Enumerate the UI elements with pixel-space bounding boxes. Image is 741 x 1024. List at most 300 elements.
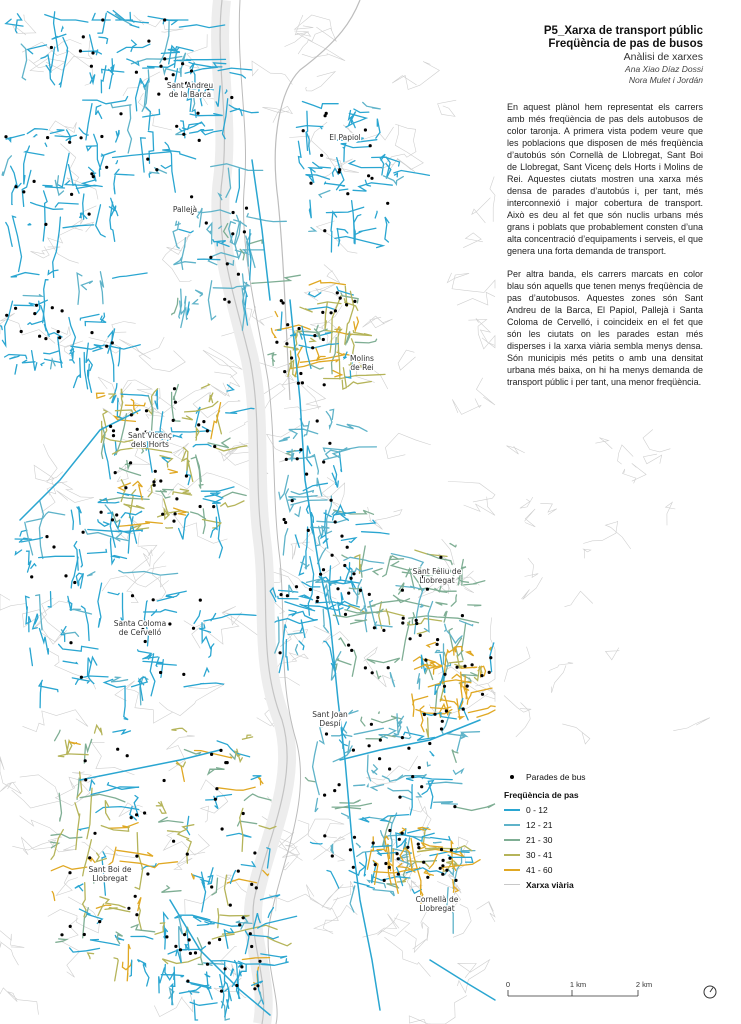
bus-stop xyxy=(215,787,218,790)
place-label-sant-joan xyxy=(312,710,348,728)
bus-stop xyxy=(370,723,373,726)
bus-stop xyxy=(352,572,355,575)
bus-route-segment xyxy=(453,770,463,775)
bus-stop xyxy=(44,223,47,226)
bus-stop xyxy=(196,112,199,115)
bus-stop xyxy=(338,783,341,786)
bus-route-segment xyxy=(201,487,234,492)
bus-route-segment xyxy=(144,610,177,613)
bus-route-segment xyxy=(98,904,104,916)
bus-stop xyxy=(172,520,175,523)
road-line xyxy=(324,265,340,283)
legend-class-label: 21 - 30 xyxy=(526,834,553,845)
bus-stop xyxy=(436,643,439,646)
road-line xyxy=(174,852,205,869)
road-line xyxy=(48,897,100,933)
bus-route-segment xyxy=(340,800,360,803)
bus-route-segment xyxy=(63,37,68,51)
bus-stop xyxy=(175,497,178,500)
bus-route-segment xyxy=(55,203,78,207)
bus-stop xyxy=(445,709,448,712)
bus-stop xyxy=(296,457,299,460)
bus-route-segment xyxy=(92,13,110,20)
bus-stop xyxy=(232,211,235,214)
bus-route-segment xyxy=(384,176,404,184)
bus-stop xyxy=(69,641,72,644)
bus-stop xyxy=(175,125,178,128)
bus-route-segment xyxy=(193,300,198,304)
bus-stop xyxy=(181,62,184,65)
bus-route-segment xyxy=(88,953,94,959)
bus-route-segment xyxy=(452,674,460,678)
bus-route-segment xyxy=(227,385,234,391)
bus-route-segment xyxy=(377,671,381,679)
bus-stop xyxy=(245,207,248,210)
bus-route-segment xyxy=(124,504,145,509)
bus-route-segment xyxy=(58,754,88,757)
bus-stop xyxy=(209,256,212,259)
bus-route-segment xyxy=(431,837,451,841)
bus-route-segment xyxy=(87,146,97,151)
road-line xyxy=(583,521,618,544)
bus-route-segment xyxy=(299,344,338,349)
bus-route-segment xyxy=(430,752,434,757)
bus-route-segment xyxy=(468,605,482,606)
bus-stop xyxy=(152,480,155,483)
bus-stop xyxy=(428,742,431,745)
bus-stop xyxy=(441,864,444,867)
bus-route-segment xyxy=(27,551,32,572)
bus-stop xyxy=(439,556,442,559)
bus-route-segment xyxy=(79,573,84,588)
bus-stop xyxy=(146,872,149,875)
bus-stop xyxy=(439,867,442,870)
road-line xyxy=(385,433,430,459)
bus-stop xyxy=(320,154,323,157)
bus-stop xyxy=(221,827,224,830)
bus-stop xyxy=(231,232,234,235)
place-label-line: Sant Andreu xyxy=(166,81,214,90)
bus-stop xyxy=(100,511,103,514)
scale-tick-1: 1 km xyxy=(569,980,587,989)
bus-stop xyxy=(334,309,337,312)
bus-stop xyxy=(199,599,202,602)
bus-route-segment xyxy=(79,550,82,567)
bus-stop xyxy=(206,963,209,966)
bus-route-segment xyxy=(241,862,255,867)
bus-stop xyxy=(258,960,261,963)
bus-stop xyxy=(466,685,469,688)
bus-stop xyxy=(130,816,133,819)
bus-route-segment xyxy=(223,492,247,497)
bus-stop xyxy=(208,941,211,944)
bus-route-segment xyxy=(11,273,39,277)
bus-route-segment xyxy=(96,905,110,908)
author-1: Ana Xiao Díaz Dossi xyxy=(625,64,703,74)
bus-route-segment xyxy=(331,212,337,252)
road-line xyxy=(139,337,185,372)
bus-stop xyxy=(92,175,95,178)
bus-stop xyxy=(450,848,453,851)
bus-route-segment xyxy=(63,661,77,663)
bus-route-segment xyxy=(21,44,26,80)
bus-stop xyxy=(286,323,289,326)
bus-stop xyxy=(378,757,381,760)
bus-route-segment xyxy=(120,468,141,475)
bus-stop xyxy=(322,460,325,463)
bus-stop xyxy=(159,65,162,68)
bus-stop xyxy=(84,778,87,781)
bus-route-segment xyxy=(306,527,308,569)
road-line xyxy=(583,549,591,559)
bus-route-segment xyxy=(313,742,320,795)
bus-route-segment xyxy=(143,661,176,665)
road-line xyxy=(632,463,646,481)
bus-route-segment xyxy=(172,728,187,731)
bus-route-segment xyxy=(138,960,146,966)
bus-stop xyxy=(183,933,186,936)
bus-stop xyxy=(299,372,302,375)
road-line xyxy=(384,937,430,977)
bus-route-segment xyxy=(105,800,109,820)
bus-route-segment xyxy=(341,144,370,149)
bus-route-segment xyxy=(349,710,359,714)
bus-route-segment xyxy=(354,728,383,734)
bus-route-segment xyxy=(367,658,400,663)
bus-route-segment xyxy=(333,168,339,176)
road-line xyxy=(56,872,78,896)
bus-stop xyxy=(135,913,138,916)
place-label-line: Cornellà de xyxy=(415,895,459,904)
bus-stop xyxy=(388,829,391,832)
bus-route-segment xyxy=(343,147,344,161)
bus-stop xyxy=(374,863,377,866)
bus-stop xyxy=(436,638,439,641)
bus-route-segment xyxy=(6,223,12,247)
bus-stop xyxy=(445,869,448,872)
bus-route-segment xyxy=(331,844,334,854)
bus-route-segment xyxy=(450,544,456,547)
bus-route-segment xyxy=(288,633,303,635)
place-label-sant-vicenc xyxy=(128,431,172,449)
bus-route-segment xyxy=(201,384,209,388)
bus-stop xyxy=(159,671,162,674)
bus-stop xyxy=(309,182,312,185)
road-line xyxy=(562,724,590,744)
bus-stop xyxy=(323,834,326,837)
bus-route-segment xyxy=(77,506,81,524)
bus-route-segment xyxy=(88,658,94,684)
bus-stop xyxy=(297,382,300,385)
place-label-sant-boi xyxy=(88,865,131,883)
bus-route-segment xyxy=(324,449,350,460)
bus-stop xyxy=(316,596,319,599)
bus-stop xyxy=(301,381,304,384)
bus-route-segment xyxy=(55,730,61,741)
bus-stop xyxy=(189,952,192,955)
bus-route-segment xyxy=(196,455,203,489)
road-line xyxy=(551,665,566,692)
bus-stop xyxy=(129,461,132,464)
bus-route-segment xyxy=(296,645,298,655)
bus-stop xyxy=(109,425,112,428)
bus-route-segment xyxy=(143,64,175,69)
bus-route-segment xyxy=(352,650,356,676)
bus-stop xyxy=(283,370,286,373)
bus-route-segment xyxy=(449,661,463,663)
bus-stop xyxy=(402,617,405,620)
bus-stop xyxy=(443,685,446,688)
road-line xyxy=(112,322,136,333)
place-label-line: Sant Feliu de xyxy=(412,567,462,576)
bus-stop xyxy=(388,866,391,869)
bus-stop xyxy=(323,229,326,232)
bus-route-segment xyxy=(426,718,428,738)
bus-route-segment xyxy=(98,13,106,33)
bus-route-segment xyxy=(143,965,149,986)
bus-route-segment xyxy=(326,412,332,428)
bus-route-segment xyxy=(324,374,385,378)
bus-stop xyxy=(186,853,189,856)
bus-route-segment xyxy=(16,14,22,33)
bus-route-segment xyxy=(279,590,298,592)
place-label-sant-andreu xyxy=(167,81,214,99)
bus-route-segment xyxy=(467,651,474,655)
road-line xyxy=(452,399,481,415)
bus-stop xyxy=(111,518,114,521)
bus-stop xyxy=(174,401,177,404)
bus-route-segment xyxy=(79,828,88,831)
place-label-line: Llobregat xyxy=(92,874,128,883)
legend-class-label: 41 - 60 xyxy=(526,864,553,875)
bus-stop xyxy=(68,871,71,874)
bus-stop xyxy=(130,413,133,416)
bus-stop xyxy=(415,622,418,625)
bus-stop xyxy=(145,409,148,412)
bus-stop xyxy=(82,35,85,38)
bus-route-segment xyxy=(203,509,205,534)
bus-stop xyxy=(448,857,451,860)
bus-route-segment xyxy=(216,446,247,451)
bus-route-segment xyxy=(444,611,447,622)
bus-route-segment xyxy=(218,909,219,928)
bus-stop xyxy=(343,564,346,567)
road-line xyxy=(453,904,471,937)
bus-route-segment xyxy=(315,798,318,812)
bus-route-segment xyxy=(305,778,316,782)
bus-route-segment xyxy=(71,510,73,529)
bus-route-segment xyxy=(306,307,333,310)
legend-class-0 xyxy=(504,802,624,817)
bus-stop xyxy=(489,656,492,659)
bus-route-trunk xyxy=(340,720,480,760)
bus-route-segment xyxy=(354,785,366,786)
bus-stop xyxy=(283,518,286,521)
bus-stop xyxy=(147,40,150,43)
bus-stop xyxy=(224,967,227,970)
bus-route-segment xyxy=(388,788,412,793)
bus-stop xyxy=(419,634,422,637)
bus-stop xyxy=(290,356,293,359)
bus-stop xyxy=(353,836,356,839)
road-line xyxy=(457,292,495,305)
bus-stop xyxy=(131,594,134,597)
bus-stop xyxy=(367,174,370,177)
bus-route-segment xyxy=(431,707,451,709)
bus-route-segment xyxy=(356,843,360,847)
bus-route-segment xyxy=(304,421,309,436)
bus-route-segment xyxy=(295,507,300,516)
bus-route-segment xyxy=(379,602,382,629)
bus-stop xyxy=(338,171,341,174)
bus-route-segment xyxy=(51,866,86,871)
bus-route-segment xyxy=(181,238,185,270)
bus-route-segment xyxy=(165,929,168,949)
bus-route-segment xyxy=(148,16,188,20)
bus-route-segment xyxy=(116,161,118,164)
road-line xyxy=(162,235,191,282)
bus-stop xyxy=(397,873,400,876)
bus-route-segment xyxy=(206,795,232,801)
road-line xyxy=(298,40,345,61)
bus-stop xyxy=(349,848,352,851)
bus-stop xyxy=(359,589,362,592)
legend-class-4 xyxy=(504,862,624,877)
bus-route-segment xyxy=(41,363,44,366)
road-line xyxy=(504,647,530,682)
bus-stop xyxy=(443,673,446,676)
place-label-santa-coloma xyxy=(114,619,166,637)
bus-route-segment xyxy=(316,526,321,545)
legend-frequency-title: Freqüència de pas xyxy=(504,790,579,800)
bus-stop xyxy=(119,112,122,115)
bus-route-segment xyxy=(193,444,211,446)
bus-route-segment xyxy=(96,105,102,118)
bus-route-segment xyxy=(385,217,389,242)
bus-route-segment xyxy=(461,673,479,679)
bus-stop xyxy=(250,883,253,886)
bus-route-segment xyxy=(34,135,37,137)
bus-stop xyxy=(190,69,193,72)
bus-route-segment xyxy=(161,165,171,168)
bus-stop xyxy=(194,951,197,954)
bus-stop xyxy=(192,627,195,630)
bus-route-segment xyxy=(477,710,495,717)
bus-route-segment xyxy=(311,842,323,844)
bus-stop xyxy=(134,895,137,898)
bus-route-segment xyxy=(289,585,293,597)
bus-route-segment xyxy=(31,564,36,569)
bus-route-segment xyxy=(52,892,55,901)
bus-stop xyxy=(135,71,138,74)
road-line xyxy=(673,718,710,731)
road-line xyxy=(314,905,357,932)
bus-stop xyxy=(157,93,160,96)
bus-stop xyxy=(316,419,319,422)
bus-stop xyxy=(456,666,459,669)
bus-route-segment xyxy=(114,176,115,195)
bus-stop xyxy=(114,471,117,474)
bus-route-segment xyxy=(323,609,328,632)
bus-stop xyxy=(70,193,73,196)
bus-stop xyxy=(275,341,278,344)
place-label-line: Llobregat xyxy=(419,576,455,585)
bus-route-segment xyxy=(341,538,355,543)
bus-route-segment xyxy=(39,556,75,557)
bus-stop xyxy=(307,529,310,532)
bus-route-segment xyxy=(30,648,33,666)
bus-stop xyxy=(461,614,464,617)
road-line xyxy=(606,648,620,660)
bus-route-segment xyxy=(417,631,427,634)
road-line xyxy=(378,914,410,937)
bus-stop xyxy=(411,775,414,778)
legend-roads xyxy=(504,877,624,892)
bus-route-trunk xyxy=(80,750,220,780)
bus-route-segment xyxy=(173,385,178,401)
bus-stop xyxy=(197,423,200,426)
road-line xyxy=(623,469,636,483)
bus-stop xyxy=(299,448,302,451)
bus-stop xyxy=(182,673,185,676)
bus-route-segment xyxy=(342,555,347,558)
bus-route-segment xyxy=(174,257,196,264)
bus-stop xyxy=(350,577,353,580)
bus-stop xyxy=(198,139,201,142)
bus-route-segment xyxy=(48,592,51,607)
bus-route-segment xyxy=(27,129,47,134)
road-line xyxy=(0,594,26,610)
road-line xyxy=(522,577,543,599)
bus-route-segment xyxy=(399,583,405,594)
bus-route-segment xyxy=(435,682,440,712)
bus-stop xyxy=(205,221,208,224)
bus-route-segment xyxy=(395,173,398,176)
bus-route-segment xyxy=(96,205,106,237)
road-line xyxy=(49,121,77,137)
bus-stop xyxy=(105,166,108,169)
bus-route-segment xyxy=(9,356,19,360)
bus-route-segment xyxy=(195,290,202,296)
bus-route-segment xyxy=(349,161,381,168)
legend-roads-label: Xarxa viària xyxy=(526,879,574,890)
bus-route-segment xyxy=(442,713,450,734)
bus-stop xyxy=(379,739,382,742)
bus-route-segment xyxy=(299,556,304,575)
description-paragraph-2: Per altra banda, els carrers marcats en color blau són aquells que tenen menys freqüència de pas d’autobusos. Aquestes zones són Sant Andreu de la Barca, El Papiol, Pallejà i Santa Coloma de Cervelló, i coincideix en el fet que són les ciutats on les parades estan més disperses i la xarxa viària sembla menys densa. Són municipis més petits o amb una densitat urbana més baixa, on hi ha menys demanda de transport públic i per tant, una menor freqüència. xyxy=(507,269,703,387)
bus-route-segment xyxy=(100,272,104,304)
bus-route-segment xyxy=(320,727,324,744)
bus-route-segment xyxy=(199,624,210,632)
place-label-line: Sant Joan xyxy=(312,710,348,719)
bus-route-segment xyxy=(378,712,379,714)
bus-stop xyxy=(286,594,289,597)
bus-stop xyxy=(69,925,72,928)
bus-stop xyxy=(325,732,328,735)
bus-route-segment xyxy=(373,890,394,896)
bus-stop xyxy=(83,933,86,936)
bus-route-segment xyxy=(149,173,151,177)
bus-route-segment xyxy=(364,853,366,876)
legend-class-2 xyxy=(504,832,624,847)
bus-route-segment xyxy=(313,162,331,168)
road-line xyxy=(525,558,539,577)
bus-route-segment xyxy=(15,550,21,554)
road-line xyxy=(252,61,292,84)
road-line xyxy=(643,430,670,452)
bus-route-segment xyxy=(335,652,341,664)
stop-dot-icon xyxy=(510,775,514,779)
